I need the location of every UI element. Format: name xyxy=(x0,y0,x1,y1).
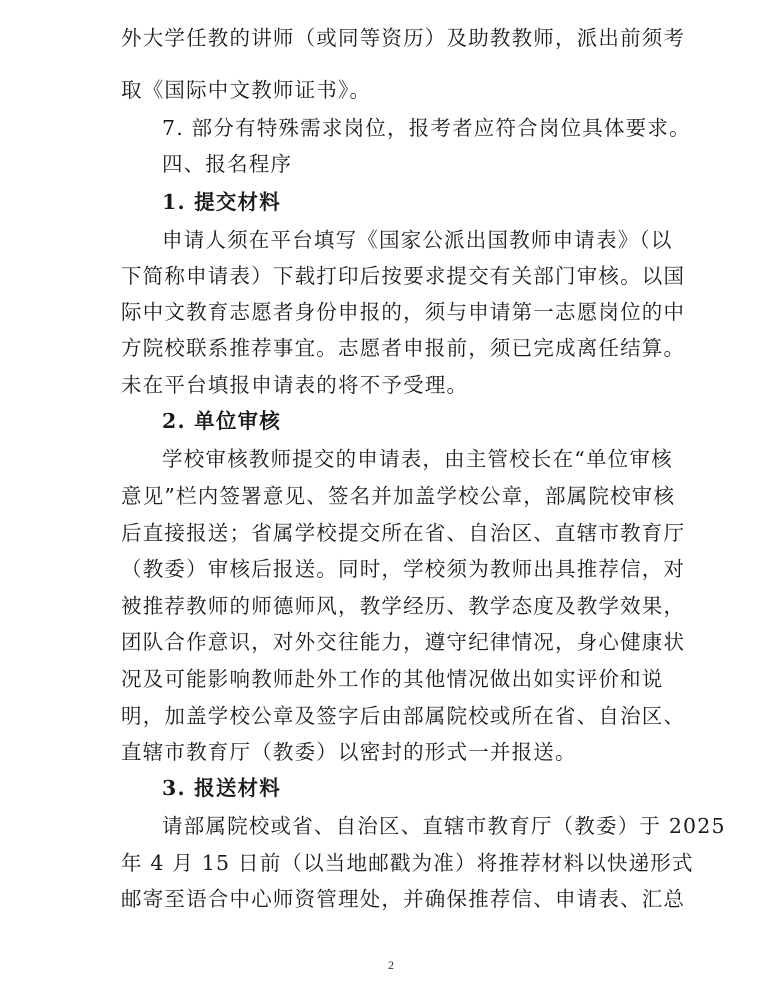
text-line: 取《国际中文教师证书》。 xyxy=(121,78,372,102)
text-line: 年 4 月 15 日前（以当地邮戳为准）将推荐材料以快递形式 xyxy=(121,851,694,875)
text-line: 方院校联系推荐事宜。志愿者申报前，须已完成离任结算。 xyxy=(121,336,686,360)
text-line: 被推荐教师的师德师风，教学经历、教学态度及教学效果， xyxy=(121,594,686,618)
text-line: 下简称申请表）下载打印后按要求提交有关部门审核。以国 xyxy=(121,264,686,288)
text-line: 邮寄至语合中心师资管理处，并确保推荐信、申请表、汇总 xyxy=(121,887,686,911)
subheading-unit-review: 2. 单位审核 xyxy=(162,409,281,433)
text-line: （教委）审核后报送。同时，学校须为教师出具推荐信，对 xyxy=(121,557,686,581)
text-line: 明，加盖学校公章及签字后由部属院校或所在省、自治区、 xyxy=(121,704,686,728)
list-item-7: 7. 部分有特殊需求岗位，报考者应符合岗位具体要求。 xyxy=(162,116,691,140)
text-line: 申请人须在平台填写《国家公派出国教师申请表》（以 xyxy=(162,228,673,252)
subheading-submit-documents: 3. 报送材料 xyxy=(162,776,281,800)
text-line: 直辖市教育厅（教委）以密封的形式一并报送。 xyxy=(121,740,577,764)
text-line: 况及可能影响教师赴外工作的其他情况做出如实评价和说 xyxy=(121,667,664,691)
text-line: 外大学任教的讲师（或同等资历）及助教教师，派出前须考 xyxy=(121,26,686,50)
subheading-submit-materials: 1. 提交材料 xyxy=(162,190,281,214)
text-line: 未在平台填报申请表的将不予受理。 xyxy=(121,373,469,397)
text-line: 后直接报送；省属学校提交所在省、自治区、直辖市教育厅 xyxy=(121,521,686,545)
section-heading-registration: 四、报名程序 xyxy=(162,152,293,176)
text-line: 团队合作意识，对外交往能力，遵守纪律情况，身心健康状 xyxy=(121,630,686,654)
text-line: 际中文教育志愿者身份申报的，须与申请第一志愿岗位的中 xyxy=(121,300,686,324)
text-line: 学校审核教师提交的申请表，由主管校长在“单位审核 xyxy=(162,447,673,471)
text-line: 请部属院校或省、自治区、直辖市教育厅（教委）于 2025 xyxy=(162,814,726,838)
page-number: 2 xyxy=(388,958,394,972)
text-line: 意见”栏内签署意见、签名并加盖学校公章，部属院校审核 xyxy=(121,484,676,508)
